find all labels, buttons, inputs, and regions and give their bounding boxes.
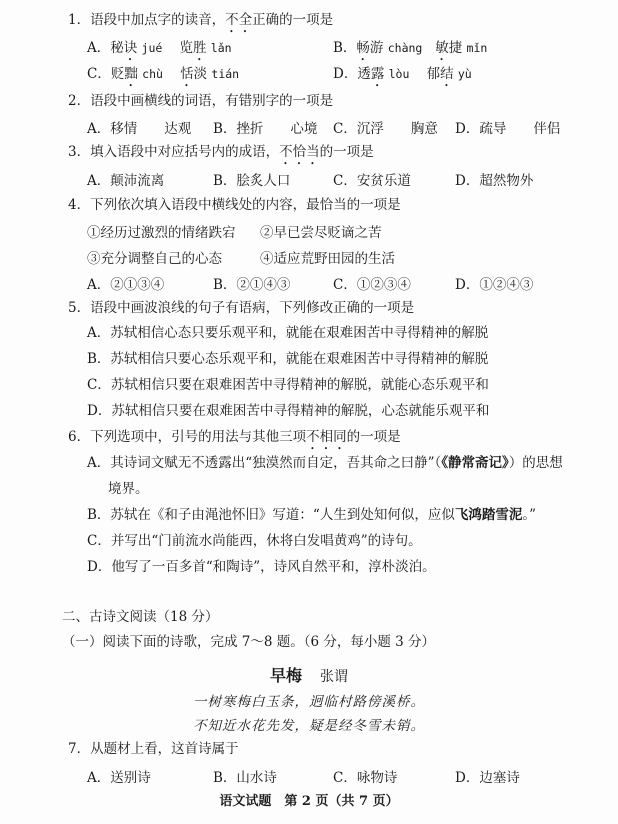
- section-heading: 二、古诗文阅读（18 分）: [62, 609, 219, 625]
- q7-option-d: D．边塞诗: [455, 770, 520, 786]
- q6-option-c: C．并写出“门前流水尚能西，休将白发唱黄鸡”的诗句。: [87, 533, 422, 549]
- q3-option-b: B．脍炙人口: [213, 173, 291, 189]
- q6-option-a-continued: 境界。: [108, 481, 149, 497]
- q4-option-c: C．①②③④: [333, 277, 411, 293]
- q2-option-d: D．疏导 伴侣: [455, 121, 561, 137]
- q4-option-a: A．②①③④: [87, 277, 165, 293]
- q3-option-d: D．超然物外: [455, 173, 534, 189]
- q1-option-c: C．贬黜 chù 恬淡 tián: [87, 66, 240, 82]
- q5-option-c: C．苏轼相信只要在艰难困苦中寻得精神的解脱，就能心态乐观平和: [87, 377, 489, 393]
- q1-option-b: B．畅游 chàng 敏捷 mǐn: [333, 40, 488, 56]
- q4-item-4: ④适应荒野田园的生活: [260, 251, 395, 267]
- q4-option-b: B．②①④③: [213, 277, 291, 293]
- q5-option-d: D．苏轼相信只要在艰难困苦中寻得精神的解脱，心态就能乐观平和: [87, 403, 490, 419]
- q1-option-a: A．秘诀 jué 览胜 lǎn: [87, 40, 232, 56]
- q3-stem: 3．填入语段中对应括号内的成语，不恰当的一项是: [68, 144, 374, 160]
- q5-option-a: A．苏轼相信心态只要乐观平和，就能在艰难困苦中寻得精神的解脱: [87, 325, 489, 341]
- q2-stem: 2．语段中画横线的词语，有错别字的一项是: [68, 93, 334, 109]
- q7-option-c: C．咏物诗: [333, 770, 398, 786]
- q7-option-a: A．送别诗: [87, 770, 151, 786]
- q2-option-b: B．挫折 心境: [213, 121, 318, 137]
- page-footer: 语文试题 第 2 页（共 7 页）: [219, 794, 399, 809]
- q7-option-b: B．山水诗: [213, 770, 277, 786]
- poem-line-1: 一树寒梅白玉条，迥临村路傍溪桥。: [193, 694, 425, 710]
- q6-book-title: 《静常斋记》: [441, 455, 509, 471]
- q6-option-d: D．他写了一百多首“和陶诗”，诗风自然平和，淳朴淡泊。: [87, 559, 436, 575]
- q1-stem: 1．语段中加点字的读音，不全正确的一项是: [68, 12, 334, 28]
- poem-title: 早梅 张谓: [269, 666, 348, 685]
- q2-option-c: C．沉浮 胸意: [333, 121, 438, 137]
- q1-option-d: D．透露 lòu 郁结 yù: [333, 66, 472, 82]
- q4-item-3: ③充分调整自己的心态: [87, 251, 222, 267]
- q2-option-a: A．移情 达观: [87, 121, 192, 137]
- q5-option-b: B．苏轼相信只要心态乐观平和，就能在艰难困苦中寻得精神的解脱: [87, 351, 489, 367]
- q3-option-c: C．安贫乐道: [333, 173, 411, 189]
- q6-option-a: A．其诗词文赋无不透露出“独漠然而自定，吾其命之曰静”（《静常斋记》）的思想: [87, 455, 563, 471]
- q6-option-b: B．苏轼在《和子由渑池怀旧》写道：“人生到处知何似，应似飞鸿踏雪泥。”: [87, 507, 536, 523]
- q4-item-1: ①经历过激烈的情绪跌宕: [87, 225, 236, 241]
- poem-author: 张谓: [320, 669, 348, 685]
- q5-stem: 5．语段中画波浪线的句子有语病，下列修改正确的一项是: [68, 300, 415, 316]
- q4-item-2: ②早已尝尽贬谪之苦: [260, 225, 382, 241]
- q7-stem: 7．从题材上看，这首诗属于: [68, 741, 239, 757]
- q6-stem: 6．下列选项中，引号的用法与其他三项不相同的一项是: [68, 429, 401, 445]
- section-subheading: （一）阅读下面的诗歌，完成 7～8 题。（6 分，每小题 3 分）: [62, 634, 436, 650]
- poem-line-2: 不知近水花先发，疑是经冬雪未销。: [193, 718, 425, 734]
- q4-stem: 4．下列依次填入语段中横线处的内容，最恰当的一项是: [68, 197, 401, 213]
- q3-option-a: A．颠沛流离: [87, 173, 165, 189]
- q4-option-d: D．①②④③: [455, 277, 534, 293]
